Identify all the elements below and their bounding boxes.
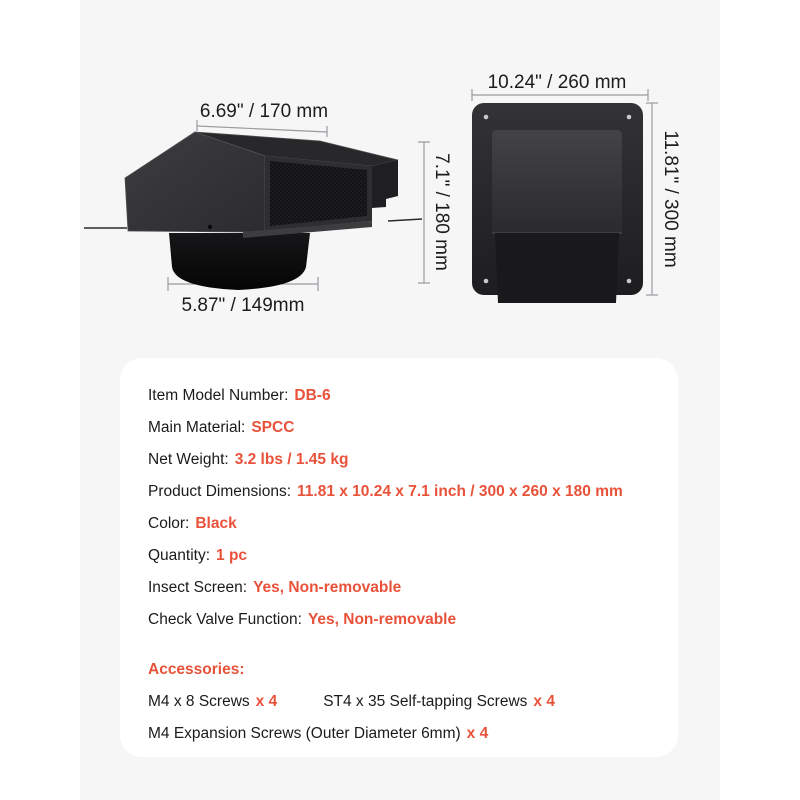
spec-value: Yes, Non-removable: [253, 579, 402, 596]
spec-card: [120, 358, 678, 757]
accessory-row: [148, 718, 658, 750]
hood-height-label: 7.1" / 180 mm: [430, 153, 452, 271]
spec-row-quantity: [148, 540, 658, 572]
hood-width-label: 6.69" / 170 mm: [199, 101, 329, 122]
plate-height-label: 11.81" / 300 mm: [659, 130, 681, 268]
spec-label: Insect Screen:: [148, 579, 248, 596]
accessories-heading: Accessories:: [148, 661, 245, 678]
spec-label: Net Weight:: [148, 451, 229, 468]
spec-value: Black: [195, 515, 237, 532]
spec-value: 1 pc: [216, 547, 248, 564]
spec-value: SPCC: [251, 419, 295, 436]
screw-dot: [208, 225, 212, 229]
spec-row-insect-screen: [148, 572, 658, 604]
plate-width-label: 10.24" / 260 mm: [487, 72, 627, 93]
accessory-qty: x 4: [533, 693, 555, 710]
accessory-row: [148, 686, 658, 718]
accessory-item: [148, 693, 277, 711]
duct-graphic: [169, 233, 310, 290]
plate-flap: [495, 233, 619, 303]
screw-hole: [627, 115, 632, 120]
spec-row-check-valve: [148, 604, 658, 636]
screw-hole: [627, 279, 632, 284]
spec-row-dimensions: [148, 476, 658, 508]
product-dimension-diagrams: [80, 0, 720, 345]
accessory-qty: x 4: [255, 693, 278, 710]
plate-height-dimension-line: [646, 103, 658, 295]
accessory-item: [148, 725, 488, 743]
screw-hole: [484, 115, 489, 120]
spec-row-model: [148, 380, 658, 412]
spec-label: Product Dimensions:: [148, 483, 292, 500]
mesh-screen: [270, 161, 367, 226]
spec-value: DB-6: [294, 387, 331, 404]
back-plate-graphic: [472, 103, 643, 303]
spec-row-weight: [148, 444, 658, 476]
spec-row-color: [148, 508, 658, 540]
screw-hole: [484, 279, 489, 284]
accessory-qty: x 4: [466, 725, 489, 742]
spec-label: Check Valve Function:: [148, 611, 302, 628]
spec-label: Color:: [148, 515, 190, 532]
spec-row-material: [148, 412, 658, 444]
spec-value: 11.81 x 10.24 x 7.1 inch / 300 x 260 x 180 mm: [297, 483, 623, 500]
plate-hood-panel: [492, 130, 622, 233]
spec-label: Quantity:: [148, 547, 211, 564]
accessory-label: ST4 x 35 Self-tapping Screws: [323, 693, 528, 710]
vent-hood-graphic: [125, 132, 398, 238]
spec-value: Yes, Non-removable: [307, 611, 457, 628]
spec-value: 3.2 lbs / 1.45 kg: [234, 451, 349, 468]
spec-label: Item Model Number:: [148, 387, 289, 404]
duct-width-label: 5.87" / 149mm: [181, 295, 305, 316]
accessory-label: M4 Expansion Screws (Outer Diameter 6mm): [148, 725, 461, 742]
accessory-item: [323, 693, 555, 711]
accessory-label: M4 x 8 Screws: [148, 693, 250, 710]
spec-label: Main Material:: [148, 419, 246, 436]
hood-height-dimension-line: [418, 142, 430, 283]
